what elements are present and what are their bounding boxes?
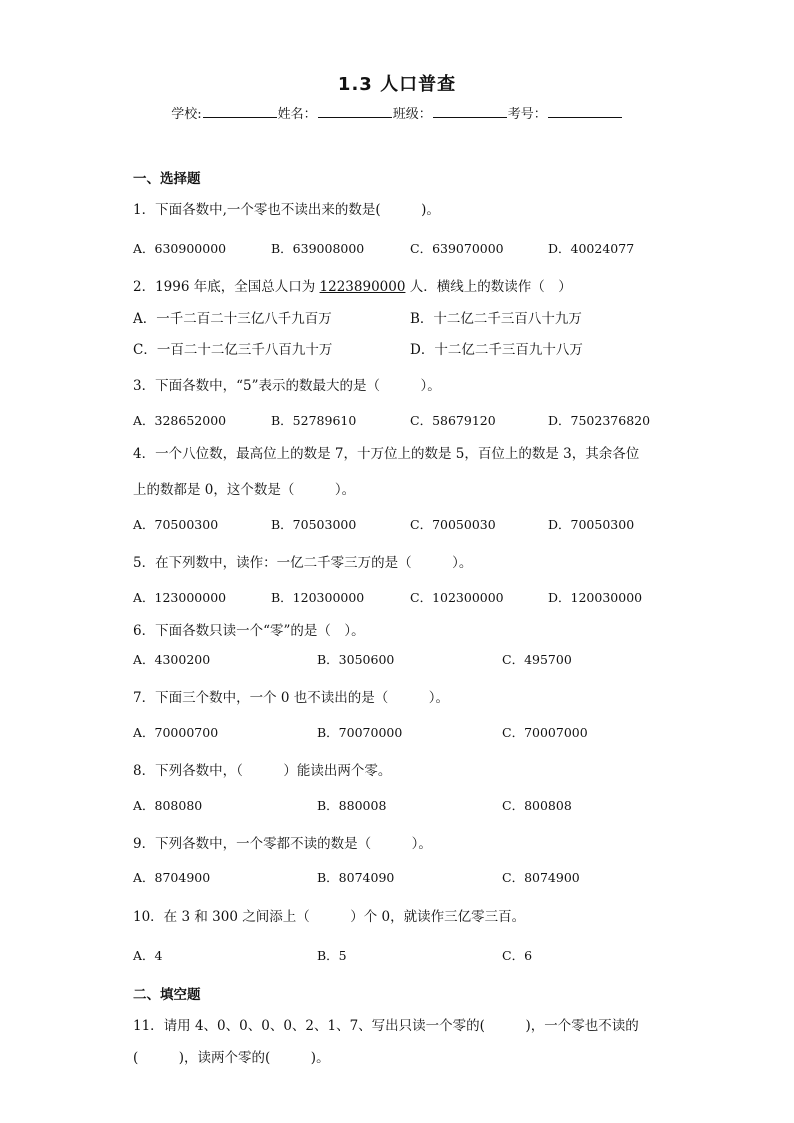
option-c[interactable]: C．639070000 [410, 241, 504, 256]
question-4-line1: 4．一个八位数，最高位上的数是 7，十万位上的数是 5，百位上的数是 3，其余各位 [133, 446, 640, 462]
option-d[interactable]: D．120030000 [548, 590, 643, 605]
option-c[interactable]: C．58679120 [410, 413, 496, 428]
option-c[interactable]: C．102300000 [410, 590, 504, 605]
option-d[interactable]: D．7502376820 [548, 413, 651, 428]
question-5: 5．在下列数中，读作：一亿二千零三万的是（ ）。 [133, 555, 473, 571]
name-blank[interactable] [318, 105, 392, 118]
question-6: 6．下面各数只读一个“零”的是（ ）。 [133, 623, 365, 639]
class-label: 班级： [392, 107, 432, 122]
option-b[interactable]: B．120300000 [271, 590, 365, 605]
question-4-line2: 上的数都是 0，这个数是（ ）。 [133, 482, 356, 498]
option-b[interactable]: B．十二亿二千三百八十九万 [410, 311, 582, 327]
option-c[interactable]: C．8074900 [502, 870, 580, 885]
school-label: 学校: [171, 107, 202, 122]
option-a[interactable]: A．70500300 [133, 517, 219, 532]
name-label: 姓名： [277, 107, 317, 122]
option-a[interactable]: A．808080 [133, 798, 203, 813]
option-b[interactable]: B．5 [317, 948, 347, 963]
option-b[interactable]: B．639008000 [271, 241, 365, 256]
option-d[interactable]: D．40024077 [548, 241, 635, 256]
question-11-line2: ( )，读两个零的( )。 [133, 1050, 330, 1066]
option-c[interactable]: C．70007000 [502, 725, 588, 740]
number-blank[interactable] [548, 105, 622, 118]
option-c[interactable]: C．800808 [502, 798, 572, 813]
option-b[interactable]: B．8074090 [317, 870, 395, 885]
option-a[interactable]: A．630900000 [133, 241, 227, 256]
question-9: 9．下列各数中，一个零都不读的数是（ ）。 [133, 836, 432, 852]
option-b[interactable]: B．3050600 [317, 652, 395, 667]
option-c[interactable]: C．70050030 [410, 517, 496, 532]
page-title: 1.3 人口普查 [337, 74, 457, 95]
option-c[interactable]: C．495700 [502, 652, 572, 667]
question-8: 8．下列各数中，（ ）能读出两个零。 [133, 763, 392, 779]
question-2-pre: 2．1996 年底，全国总人口为 [133, 279, 320, 295]
option-a[interactable]: A．70000700 [133, 725, 219, 740]
option-b[interactable]: B．52789610 [271, 413, 357, 428]
question-11-line1: 11．请用 4、0、0、0、0、2、1、7、写出只读一个零的( )，一个零也不读的 [133, 1018, 639, 1034]
question-2-underlined-number: 1223890000 [319, 279, 406, 295]
question-10: 10．在 3 和 300 之间添上（ ）个 0，就读作三亿零三百。 [133, 909, 526, 925]
question-7: 7．下面三个数中，一个 0 也不读出的是（ ）。 [133, 690, 450, 706]
option-b[interactable]: B．70503000 [271, 517, 357, 532]
option-a[interactable]: A．4 [133, 948, 163, 963]
section-heading-choice: 一、选择题 [133, 171, 201, 187]
class-blank[interactable] [433, 105, 507, 118]
question-2 [133, 275, 572, 295]
option-d[interactable]: D．70050300 [548, 517, 635, 532]
option-c[interactable]: C．一百二十二亿三千八百九十万 [133, 342, 333, 358]
option-d[interactable]: D．十二亿二千三百九十八万 [410, 342, 583, 358]
section-heading-fill-in: 二、填空题 [133, 987, 201, 1003]
question-1: 1．下面各数中,一个零也不读出来的数是( )。 [133, 202, 440, 218]
option-c[interactable]: C．6 [502, 948, 533, 963]
option-a[interactable]: A．123000000 [133, 590, 227, 605]
school-blank[interactable] [203, 105, 277, 118]
number-label: 考号： [507, 107, 547, 122]
option-a[interactable]: A．一千二百二十三亿八千九百万 [133, 311, 332, 327]
option-a[interactable]: A．328652000 [133, 413, 227, 428]
question-3: 3．下面各数中，“5”表示的数最大的是（ ）。 [133, 378, 441, 394]
student-info-line [0, 103, 794, 122]
option-b[interactable]: B．70070000 [317, 725, 403, 740]
option-b[interactable]: B．880008 [317, 798, 387, 813]
question-2-post: 人．横线上的数读作（ ） [405, 279, 572, 295]
option-a[interactable]: A．8704900 [133, 870, 211, 885]
option-a[interactable]: A．4300200 [133, 652, 211, 667]
